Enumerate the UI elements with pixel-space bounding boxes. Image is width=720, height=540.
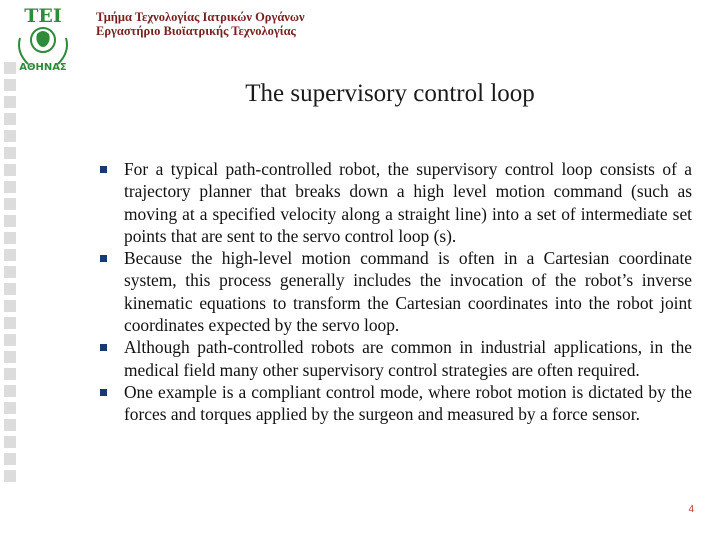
logo-city: ΑΘΗΝΑΣ: [19, 62, 67, 73]
list-item-text: One example is a compliant control mode, where robot motion is dictated by the forces and torques applied by the surgeon and measured by a force sensor.: [124, 381, 692, 425]
header-department: Τμήμα Τεχνολογίας Ιατρικών Οργάνων: [96, 10, 305, 24]
list-item: [98, 247, 692, 336]
tei-athens-logo: [8, 4, 78, 76]
list-item: [98, 158, 692, 247]
header-lab: Εργαστήριο Βιοϊατρικής Τεχνολογίας: [96, 24, 296, 38]
list-item: [98, 381, 692, 426]
square-bullet-icon: [100, 166, 107, 173]
square-bullet-icon: [100, 344, 107, 351]
list-item-text: For a typical path-controlled robot, the supervisory control loop consists of a trajectory planner that breaks down a high level motion command (such as moving at a specified velocity along a straight line) into a set of intermediate set points that are sent to the servo control loop (s).: [124, 159, 692, 246]
slide-title: The supervisory control loop: [245, 80, 535, 107]
list-item-text: Although path-controlled robots are common in industrial applications, in the medical field many other supervisory control strategies are often required.: [124, 337, 692, 380]
page-number: 4: [688, 504, 694, 515]
square-bullet-icon: [100, 389, 107, 396]
list-item-text: Because the high-level motion command is often in a Cartesian coordinate system, this process generally includes the invocation of the robot’s inverse kinematic equations to transform the Cartesian coordinates into the robot joint coordinates expected by the servo loop.: [124, 248, 692, 336]
decorative-square-column: [4, 62, 16, 482]
list-item: [98, 336, 692, 381]
bullet-list: [98, 158, 692, 426]
department-header: [96, 10, 305, 38]
logo-letters: TEI: [24, 5, 62, 27]
square-bullet-icon: [100, 255, 107, 262]
